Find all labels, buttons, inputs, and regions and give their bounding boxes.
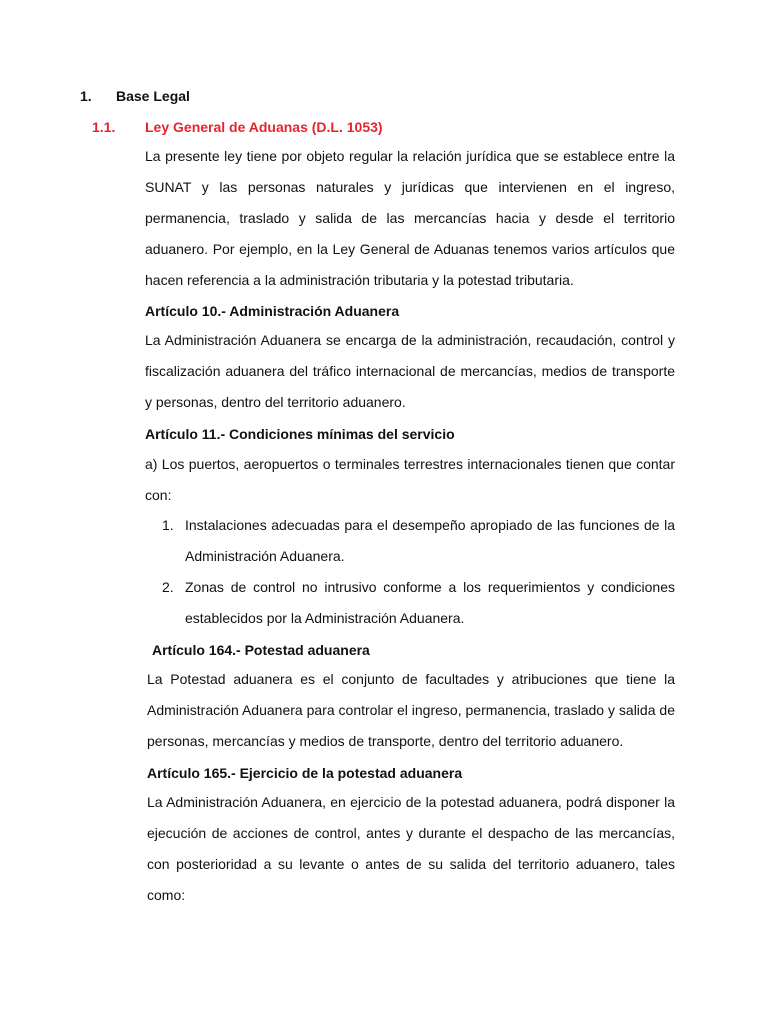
- article-165-body: La Administración Aduanera, en ejercicio de la potestad aduanera, podrá disponer la ejecución de acciones de control, antes y durante el despacho de las mercancías, con posterioridad a su levante o antes de su salida del territorio aduanero, tales como:: [147, 794, 675, 903]
- article-164-body: La Potestad aduanera es el conjunto de facultades y atribuciones que tiene la Administración Aduanera para controlar el ingreso, permanencia, traslado y salida de personas, mercancías y medios de transporte, dentro del territorio aduanero.: [147, 671, 675, 749]
- article-164-title: Artículo 164.- Potestad aduanera: [152, 642, 370, 658]
- article-165-title: Artículo 165.- Ejercicio de la potestad aduanera: [147, 765, 463, 781]
- list-item: [162, 510, 675, 572]
- subsection-title: Ley General de Aduanas (D.L. 1053): [145, 119, 383, 135]
- section-heading: [80, 86, 190, 106]
- article-11-list: [162, 510, 675, 634]
- section-number: 1.: [80, 88, 92, 104]
- list-marker: 1.: [162, 517, 174, 533]
- intro-paragraph: La presente ley tiene por objeto regular la relación jurídica que se establece entre la SUNAT y las personas naturales y jurídicas que intervienen en el ingreso, permanencia, traslado y salida de las mercancías hacia y desde el territorio aduanero. Por ejemplo, en la Ley General de Aduanas tenemos varios artículos que hacen referencia a la administración tributaria y la potestad tributaria.: [145, 148, 675, 288]
- article-11-title: Artículo 11.- Condiciones mínimas del servicio: [145, 426, 455, 442]
- list-marker: 2.: [162, 579, 174, 595]
- list-item-text: Instalaciones adecuadas para el desempeño apropiado de las funciones de la Administración Aduanera.: [185, 517, 675, 564]
- article-10-body: La Administración Aduanera se encarga de la administración, recaudación, control y fiscalización aduanera del tráfico internacional de mercancías, medios de transporte y personas, dentro del territorio aduanero.: [145, 332, 675, 410]
- list-item: [162, 572, 675, 634]
- section-title: Base Legal: [116, 88, 190, 104]
- subsection-heading: [92, 117, 383, 137]
- subsection-number: 1.1.: [92, 119, 116, 135]
- list-item-text: Zonas de control no intrusivo conforme a los requerimientos y condiciones establecidos por la Administración Aduanera.: [185, 579, 675, 626]
- article-10-title: Artículo 10.- Administración Aduanera: [145, 303, 400, 319]
- article-11-body: a) Los puertos, aeropuertos o terminales terrestres internacionales tienen que contar con:: [145, 456, 675, 503]
